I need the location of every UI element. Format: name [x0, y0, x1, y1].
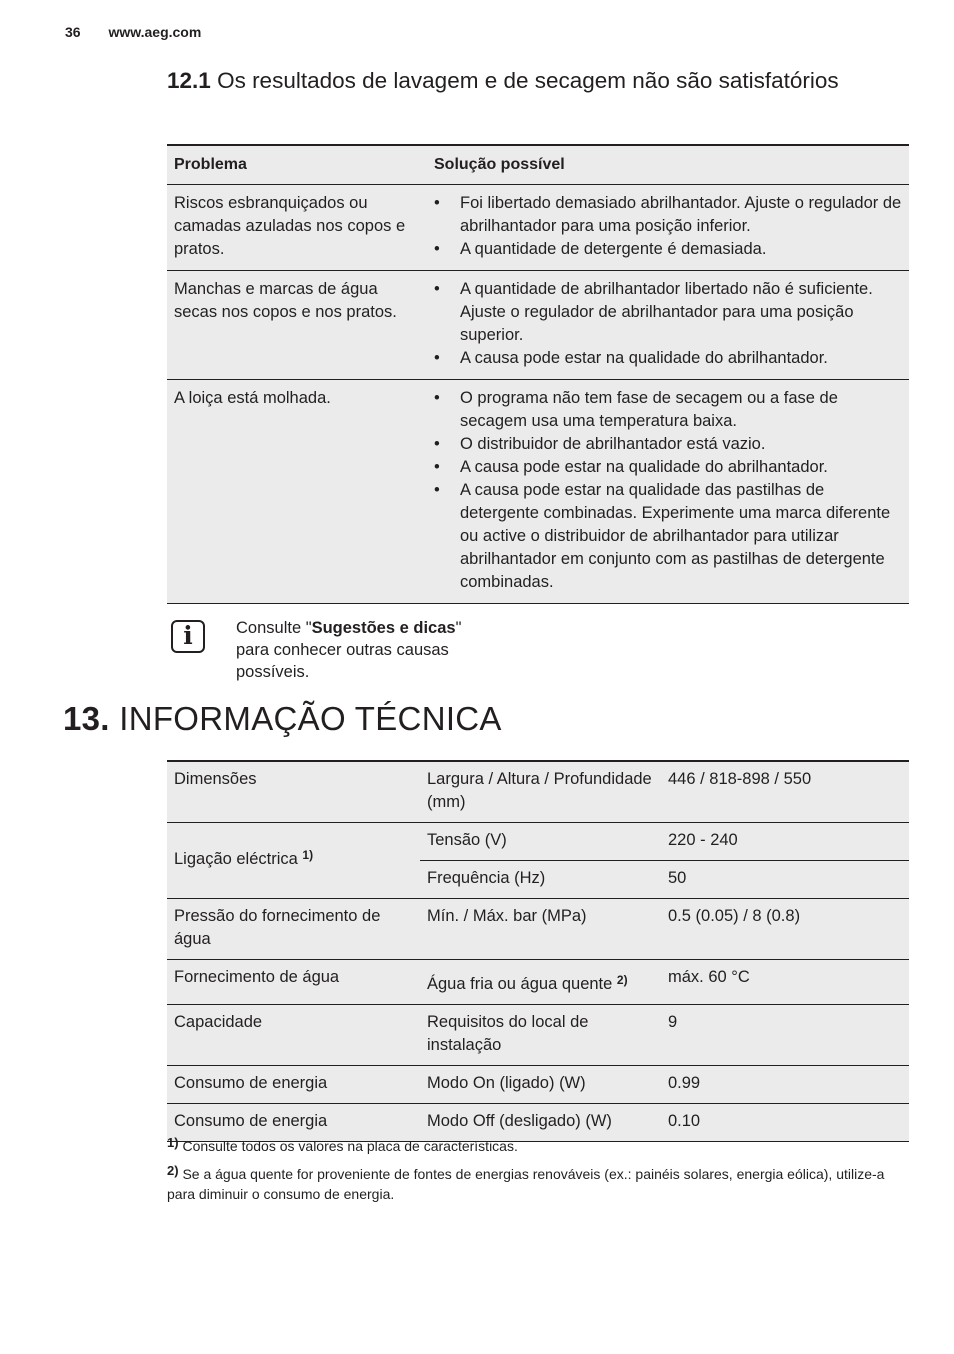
table-header-row	[167, 145, 909, 185]
footnote-text: Se a água quente for proveniente de fontes de energias renováveis (ex.: painéis solares, energia eólica), utilize-a para diminuir o consumo de energia.	[167, 1166, 885, 1202]
value-cell: máx. 60 °C	[661, 960, 909, 1005]
table-row	[167, 1066, 909, 1104]
column-header-problem: Problema	[167, 145, 427, 185]
parameter-cell: Modo Off (desligado) (W)	[420, 1104, 661, 1142]
value-cell: 50	[661, 861, 909, 899]
solution-cell	[427, 380, 909, 604]
label-cell	[167, 823, 420, 899]
label-cell: Consumo de energia	[167, 1104, 420, 1142]
list-item: • A quantidade de detergente é demasiada.	[434, 238, 903, 261]
label-cell: Dimensões	[167, 761, 420, 823]
list-item: • O programa não tem fase de secagem ou a fase de secagem usa uma temperatura baixa.	[434, 387, 903, 433]
label-text: Ligação eléctrica	[174, 850, 298, 868]
problem-cell: Riscos esbranquiçados ou camadas azuladas nos copos e pratos.	[167, 185, 427, 271]
solution-list	[434, 278, 903, 370]
info-icon-glyph: i	[183, 621, 193, 650]
problem-cell: Manchas e marcas de água secas nos copos e nos pratos.	[167, 271, 427, 380]
label-cell: Pressão do fornecimento de água	[167, 899, 420, 960]
value-cell: 446 / 818-898 / 550	[661, 761, 909, 823]
list-item: • O distribuidor de abrilhantador está vazio.	[434, 433, 903, 456]
value-cell: 9	[661, 1005, 909, 1066]
parameter-cell: Largura / Altura / Profundidade (mm)	[420, 761, 661, 823]
table-row	[167, 899, 909, 960]
value-cell: 220 - 240	[661, 823, 909, 861]
chapter-title-text: INFORMAÇÃO TÉCNICA	[119, 700, 502, 737]
table-row	[167, 1005, 909, 1066]
table-row	[167, 185, 909, 271]
footnote-ref: 1)	[302, 848, 314, 862]
website-link[interactable]: www.aeg.com	[108, 24, 202, 40]
troubleshooting-table	[167, 144, 909, 604]
value-cell: 0.99	[661, 1066, 909, 1104]
info-icon	[171, 620, 205, 653]
list-item: • A causa pode estar na qualidade do abrilhantador.	[434, 347, 903, 370]
parameter-text: Água fria ou água quente	[427, 975, 613, 993]
chapter-number: 13.	[63, 700, 110, 737]
technical-data-table	[167, 760, 909, 1142]
parameter-cell: Modo On (ligado) (W)	[420, 1066, 661, 1104]
parameter-cell: Requisitos do local de instalação	[420, 1005, 661, 1066]
page-number: 36	[65, 24, 81, 40]
chapter-title	[63, 700, 502, 738]
footnote-mark: 2)	[167, 1163, 179, 1178]
info-note-prefix: Consulte "	[236, 619, 312, 637]
problem-cell: A loiça está molhada.	[167, 380, 427, 604]
info-note-suffix: " para conhecer outras causas possíveis.	[236, 619, 462, 681]
label-cell: Fornecimento de água	[167, 960, 420, 1005]
label-cell: Consumo de energia	[167, 1066, 420, 1104]
page-header	[65, 24, 201, 40]
footnote-2	[167, 1164, 907, 1204]
solution-cell	[427, 185, 909, 271]
value-cell: 0.10	[661, 1104, 909, 1142]
value-cell: 0.5 (0.05) / 8 (0.8)	[661, 899, 909, 960]
list-item: • Foi libertado demasiado abrilhantador. Ajuste o regulador de abrilhantador para uma posição inferior.	[434, 192, 903, 238]
parameter-cell: Frequência (Hz)	[420, 861, 661, 899]
list-item: • A quantidade de abrilhantador libertado não é suficiente. Ajuste o regulador de abrilhantador para uma posição superior.	[434, 278, 903, 347]
list-item: • A causa pode estar na qualidade do abrilhantador.	[434, 456, 903, 479]
parameter-cell: Mín. / Máx. bar (MPa)	[420, 899, 661, 960]
info-note-link: Sugestões e dicas	[311, 619, 456, 637]
info-note-text	[236, 617, 496, 683]
label-cell: Capacidade	[167, 1005, 420, 1066]
solution-list	[434, 387, 903, 594]
footnote-ref: 2)	[616, 973, 628, 987]
list-item: • A causa pode estar na qualidade das pastilhas de detergente combinadas. Experimente uma marca diferente ou active o distribuidor de abrilhantador para utilizar abrilhantador em conjunto com as pastilhas de detergente combinadas.	[434, 479, 903, 594]
footnote-text: Consulte todos os valores na placa de características.	[182, 1138, 518, 1154]
table-row	[167, 960, 909, 1005]
section-title	[167, 67, 867, 95]
table-row	[167, 271, 909, 380]
table-row	[167, 380, 909, 604]
parameter-cell	[420, 960, 661, 1005]
solution-list	[434, 192, 903, 261]
solution-cell	[427, 271, 909, 380]
table-row	[167, 823, 909, 861]
footnote-mark: 1)	[167, 1135, 179, 1150]
footnote-1	[167, 1136, 907, 1156]
column-header-solution: Solução possível	[427, 145, 909, 185]
section-title-text: Os resultados de lavagem e de secagem não são satisfatórios	[217, 68, 839, 93]
parameter-cell: Tensão (V)	[420, 823, 661, 861]
table-row	[167, 761, 909, 823]
section-number: 12.1	[167, 68, 211, 93]
